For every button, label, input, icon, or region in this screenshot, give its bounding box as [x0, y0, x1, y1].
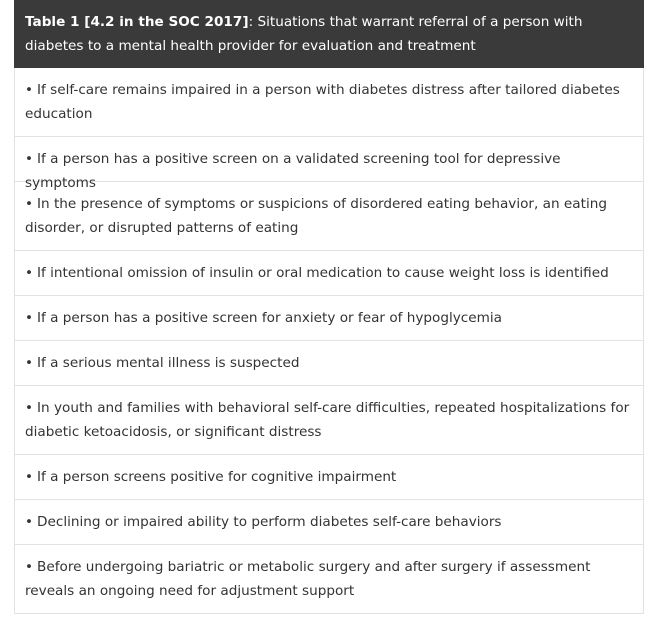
- bullet: •: [25, 469, 34, 485]
- row-text: In youth and families with behavioral self-care difficulties, repeated hospitalizations for diabetic ketoacidosis, or significant distress: [25, 400, 630, 440]
- row-text: Declining or impaired ability to perform diabetes self-care behaviors: [37, 514, 502, 530]
- bullet: •: [25, 400, 34, 416]
- bullet: •: [25, 514, 34, 530]
- table-row: [14, 500, 644, 545]
- table-row: [14, 341, 644, 386]
- row-text: If intentional omission of insulin or oral medication to cause weight loss is identified: [37, 265, 609, 281]
- table-header: [14, 0, 644, 68]
- row-text: If a serious mental illness is suspected: [37, 355, 300, 371]
- row-text: In the presence of symptoms or suspicions of disordered eating behavior, an eating disorder, or disrupted patterns of eating: [25, 196, 607, 236]
- row-text: If self-care remains impaired in a person with diabetes distress after tailored diabetes education: [25, 82, 620, 122]
- row-text: Before undergoing bariatric or metabolic surgery and after surgery if assessment reveals an ongoing need for adjustment support: [25, 559, 591, 599]
- bullet: •: [25, 355, 34, 371]
- bullet: •: [25, 82, 34, 98]
- table-row: [14, 455, 644, 500]
- table-row: [14, 386, 644, 455]
- referral-table: [14, 0, 644, 614]
- row-text: If a person has a positive screen for anxiety or fear of hypoglycemia: [37, 310, 502, 326]
- bullet: •: [25, 196, 34, 212]
- table-row: [14, 182, 644, 251]
- table-row: [14, 137, 644, 191]
- bullet: •: [25, 151, 34, 167]
- table-row: [14, 296, 644, 341]
- table-title-label: Table 1 [4.2 in the SOC 2017]: [25, 14, 249, 30]
- row-text: If a person screens positive for cognitive impairment: [37, 469, 397, 485]
- bullet: •: [25, 559, 34, 575]
- table-row: [14, 545, 644, 614]
- table-row: [14, 68, 644, 137]
- table-row: [14, 251, 644, 296]
- bullet: •: [25, 310, 34, 326]
- table-title-description: : Situations that warrant referral of a person with diabetes to a mental health provider for evaluation and treatment: [25, 14, 583, 54]
- row-text: If a person has a positive screen on a validated screening tool for depressive symptoms: [25, 151, 561, 191]
- bullet: •: [25, 265, 34, 281]
